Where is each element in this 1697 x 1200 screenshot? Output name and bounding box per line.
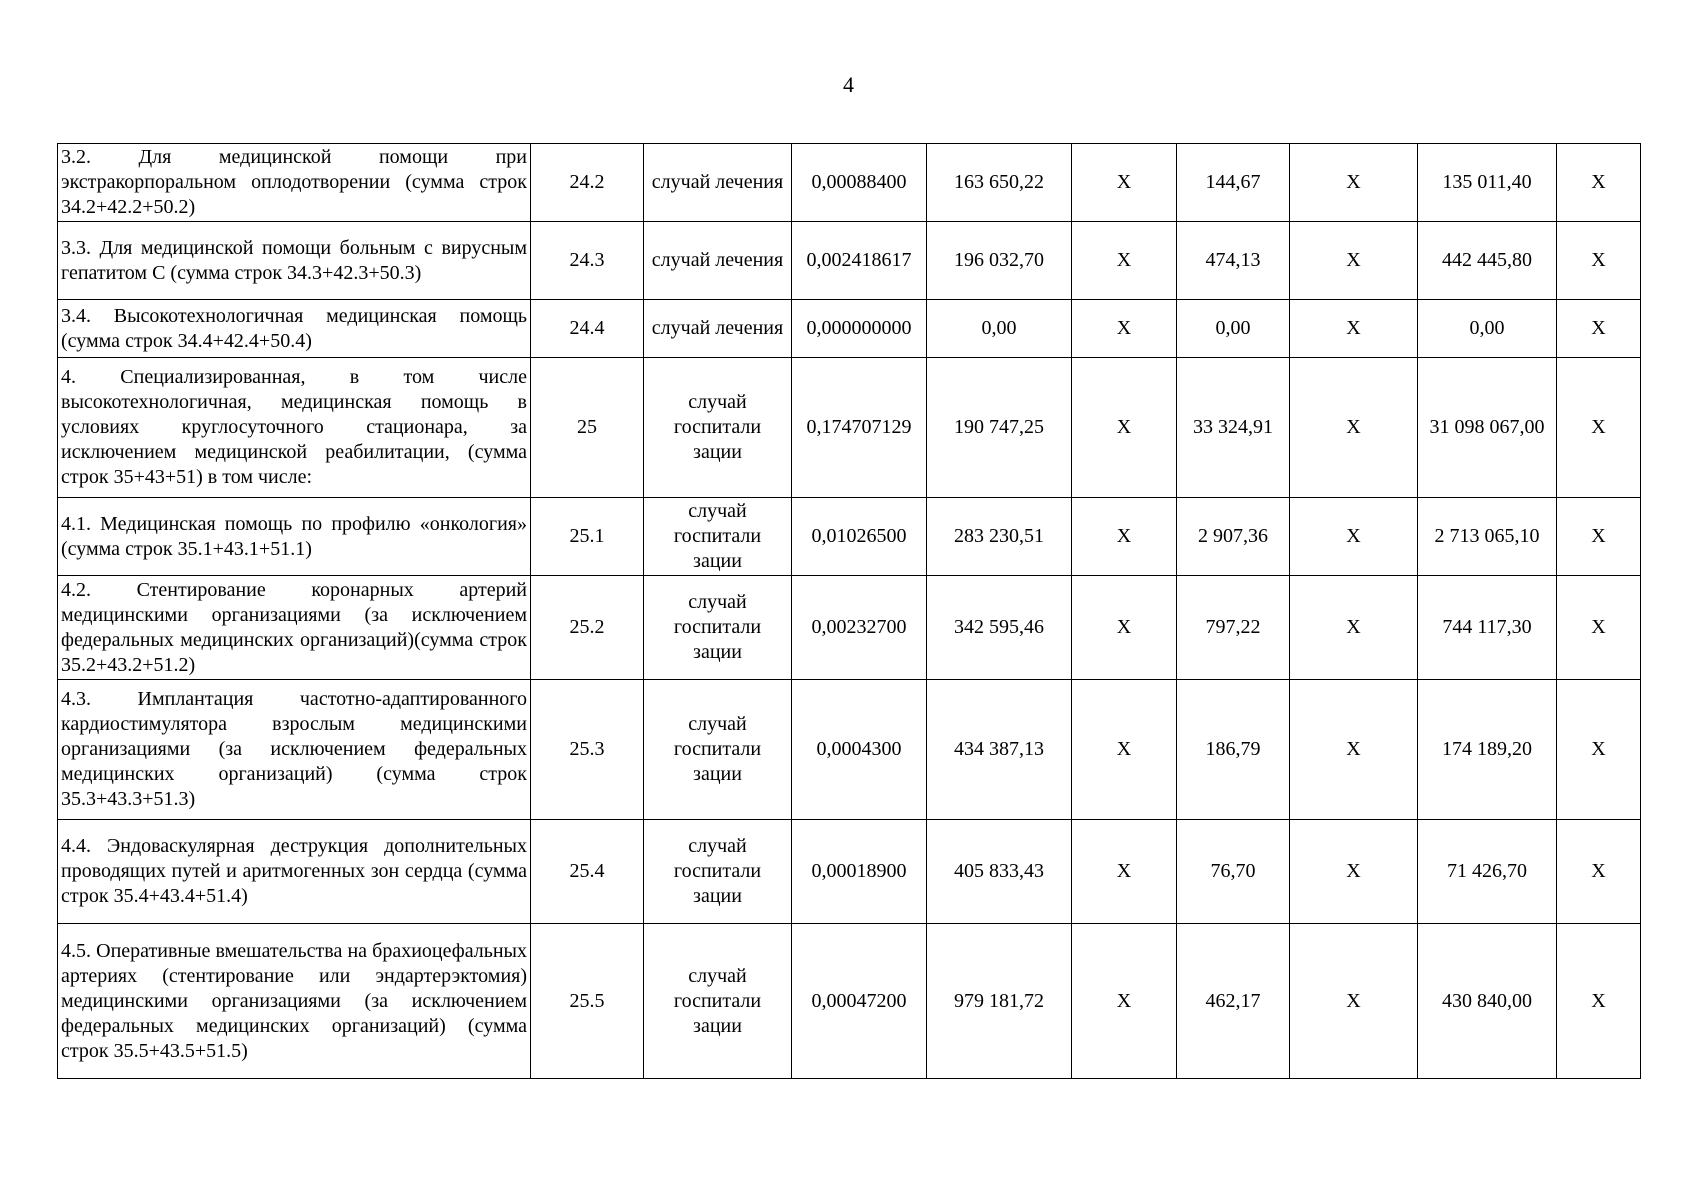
row-volume: 0,01026500 xyxy=(792,498,927,576)
tariff-table xyxy=(57,143,1641,1079)
row-mark: X xyxy=(1072,820,1177,924)
row-mark: X xyxy=(1072,680,1177,820)
row-unit: случай лечения xyxy=(644,222,792,300)
row-per-capita: 797,22 xyxy=(1177,576,1290,680)
row-mark: X xyxy=(1290,820,1418,924)
table-row xyxy=(58,358,1641,498)
row-volume: 0,0004300 xyxy=(792,680,927,820)
row-description: 4.4. Эндоваскулярная деструкция дополнительных проводящих путей и аритмогенных зон сердца (сумма строк 35.4+43.4+51.4) xyxy=(58,820,531,924)
row-mark: X xyxy=(1072,498,1177,576)
row-line-number: 25.1 xyxy=(531,498,644,576)
row-per-capita: 2 907,36 xyxy=(1177,498,1290,576)
row-description: 4.2. Стентирование коронарных артерий медицинскими организациями (за исключением федеральных медицинских организаций)(сумма строк 35.2+43.2+51.2) xyxy=(58,576,531,680)
table-row xyxy=(58,144,1641,222)
row-mark: X xyxy=(1557,358,1641,498)
row-mark: X xyxy=(1290,358,1418,498)
row-total: 442 445,80 xyxy=(1418,222,1557,300)
row-mark: X xyxy=(1072,358,1177,498)
row-volume: 0,00088400 xyxy=(792,144,927,222)
row-total: 135 011,40 xyxy=(1418,144,1557,222)
table-row xyxy=(58,300,1641,358)
row-per-capita: 76,70 xyxy=(1177,820,1290,924)
row-description: 4.1. Медицинская помощь по профилю «онкология» (сумма строк 35.1+43.1+51.1) xyxy=(58,498,531,576)
row-description: 4.5. Оперативные вмешательства на брахиоцефальных артериях (стентирование или эндартерэктомия) медицинскими организациями (за исключением федеральных медицинских организаций) (сумма строк 35.5+43.5+51.5) xyxy=(58,924,531,1079)
row-mark: X xyxy=(1557,498,1641,576)
row-mark: X xyxy=(1072,924,1177,1079)
row-mark: X xyxy=(1557,144,1641,222)
row-per-capita: 474,13 xyxy=(1177,222,1290,300)
table-row xyxy=(58,222,1641,300)
row-per-capita: 186,79 xyxy=(1177,680,1290,820)
row-description: 4.3. Имплантация частотно-адаптированного кардиостимулятора взрослым медицинскими организациями (за исключением федеральных медицинских организаций) (сумма строк 35.3+43.3+51.3) xyxy=(58,680,531,820)
row-line-number: 25 xyxy=(531,358,644,498)
table-row xyxy=(58,924,1641,1079)
row-mark: X xyxy=(1557,300,1641,358)
row-cost: 405 833,43 xyxy=(927,820,1072,924)
row-unit: случай лечения xyxy=(644,300,792,358)
row-line-number: 25.3 xyxy=(531,680,644,820)
row-cost: 190 747,25 xyxy=(927,358,1072,498)
row-line-number: 25.2 xyxy=(531,576,644,680)
row-mark: X xyxy=(1072,576,1177,680)
row-per-capita: 33 324,91 xyxy=(1177,358,1290,498)
row-cost: 342 595,46 xyxy=(927,576,1072,680)
row-unit: случай госпитали зации xyxy=(644,576,792,680)
row-mark: X xyxy=(1557,680,1641,820)
row-total: 31 098 067,00 xyxy=(1418,358,1557,498)
row-total: 430 840,00 xyxy=(1418,924,1557,1079)
row-per-capita: 462,17 xyxy=(1177,924,1290,1079)
row-line-number: 24.2 xyxy=(531,144,644,222)
row-total: 71 426,70 xyxy=(1418,820,1557,924)
row-cost: 0,00 xyxy=(927,300,1072,358)
row-total: 2 713 065,10 xyxy=(1418,498,1557,576)
table-row xyxy=(58,680,1641,820)
row-mark: X xyxy=(1290,498,1418,576)
row-line-number: 25.5 xyxy=(531,924,644,1079)
row-description: 3.3. Для медицинской помощи больным с вирусным гепатитом С (сумма строк 34.3+42.3+50.3) xyxy=(58,222,531,300)
table-row xyxy=(58,498,1641,576)
row-mark: X xyxy=(1557,820,1641,924)
row-volume: 0,00232700 xyxy=(792,576,927,680)
row-line-number: 24.4 xyxy=(531,300,644,358)
row-unit: случай лечения xyxy=(644,144,792,222)
row-unit: случай госпитали зации xyxy=(644,820,792,924)
page-number: 4 xyxy=(843,72,854,97)
row-mark: X xyxy=(1557,576,1641,680)
row-line-number: 25.4 xyxy=(531,820,644,924)
row-mark: X xyxy=(1557,222,1641,300)
row-total: 0,00 xyxy=(1418,300,1557,358)
row-cost: 979 181,72 xyxy=(927,924,1072,1079)
row-mark: X xyxy=(1072,144,1177,222)
row-unit: случай госпитали зации xyxy=(644,358,792,498)
row-description: 4. Специализированная, в том числе высокотехнологичная, медицинская помощь в условиях круглосуточного стационара, за исключением медицинской реабилитации, (сумма строк 35+43+51) в том числе: xyxy=(58,358,531,498)
row-mark: X xyxy=(1290,680,1418,820)
row-volume: 0,174707129 xyxy=(792,358,927,498)
row-line-number: 24.3 xyxy=(531,222,644,300)
row-mark: X xyxy=(1290,222,1418,300)
row-mark: X xyxy=(1290,576,1418,680)
row-unit: случай госпитали зации xyxy=(644,498,792,576)
row-mark: X xyxy=(1290,144,1418,222)
row-mark: X xyxy=(1072,300,1177,358)
row-unit: случай госпитали зации xyxy=(644,680,792,820)
row-cost: 283 230,51 xyxy=(927,498,1072,576)
row-per-capita: 144,67 xyxy=(1177,144,1290,222)
row-mark: X xyxy=(1290,300,1418,358)
row-description: 3.4. Высокотехнологичная медицинская помощь (сумма строк 34.4+42.4+50.4) xyxy=(58,300,531,358)
table-row xyxy=(58,820,1641,924)
table-row xyxy=(58,576,1641,680)
row-cost: 434 387,13 xyxy=(927,680,1072,820)
row-total: 744 117,30 xyxy=(1418,576,1557,680)
row-cost: 163 650,22 xyxy=(927,144,1072,222)
row-volume: 0,000000000 xyxy=(792,300,927,358)
row-unit: случай госпитали зации xyxy=(644,924,792,1079)
row-volume: 0,002418617 xyxy=(792,222,927,300)
row-per-capita: 0,00 xyxy=(1177,300,1290,358)
row-description: 3.2. Для медицинской помощи при экстракорпоральном оплодотворении (сумма строк 34.2+42.2+50.2) xyxy=(58,144,531,222)
row-volume: 0,00047200 xyxy=(792,924,927,1079)
row-cost: 196 032,70 xyxy=(927,222,1072,300)
row-volume: 0,00018900 xyxy=(792,820,927,924)
row-mark: X xyxy=(1557,924,1641,1079)
row-total: 174 189,20 xyxy=(1418,680,1557,820)
row-mark: X xyxy=(1072,222,1177,300)
row-mark: X xyxy=(1290,924,1418,1079)
